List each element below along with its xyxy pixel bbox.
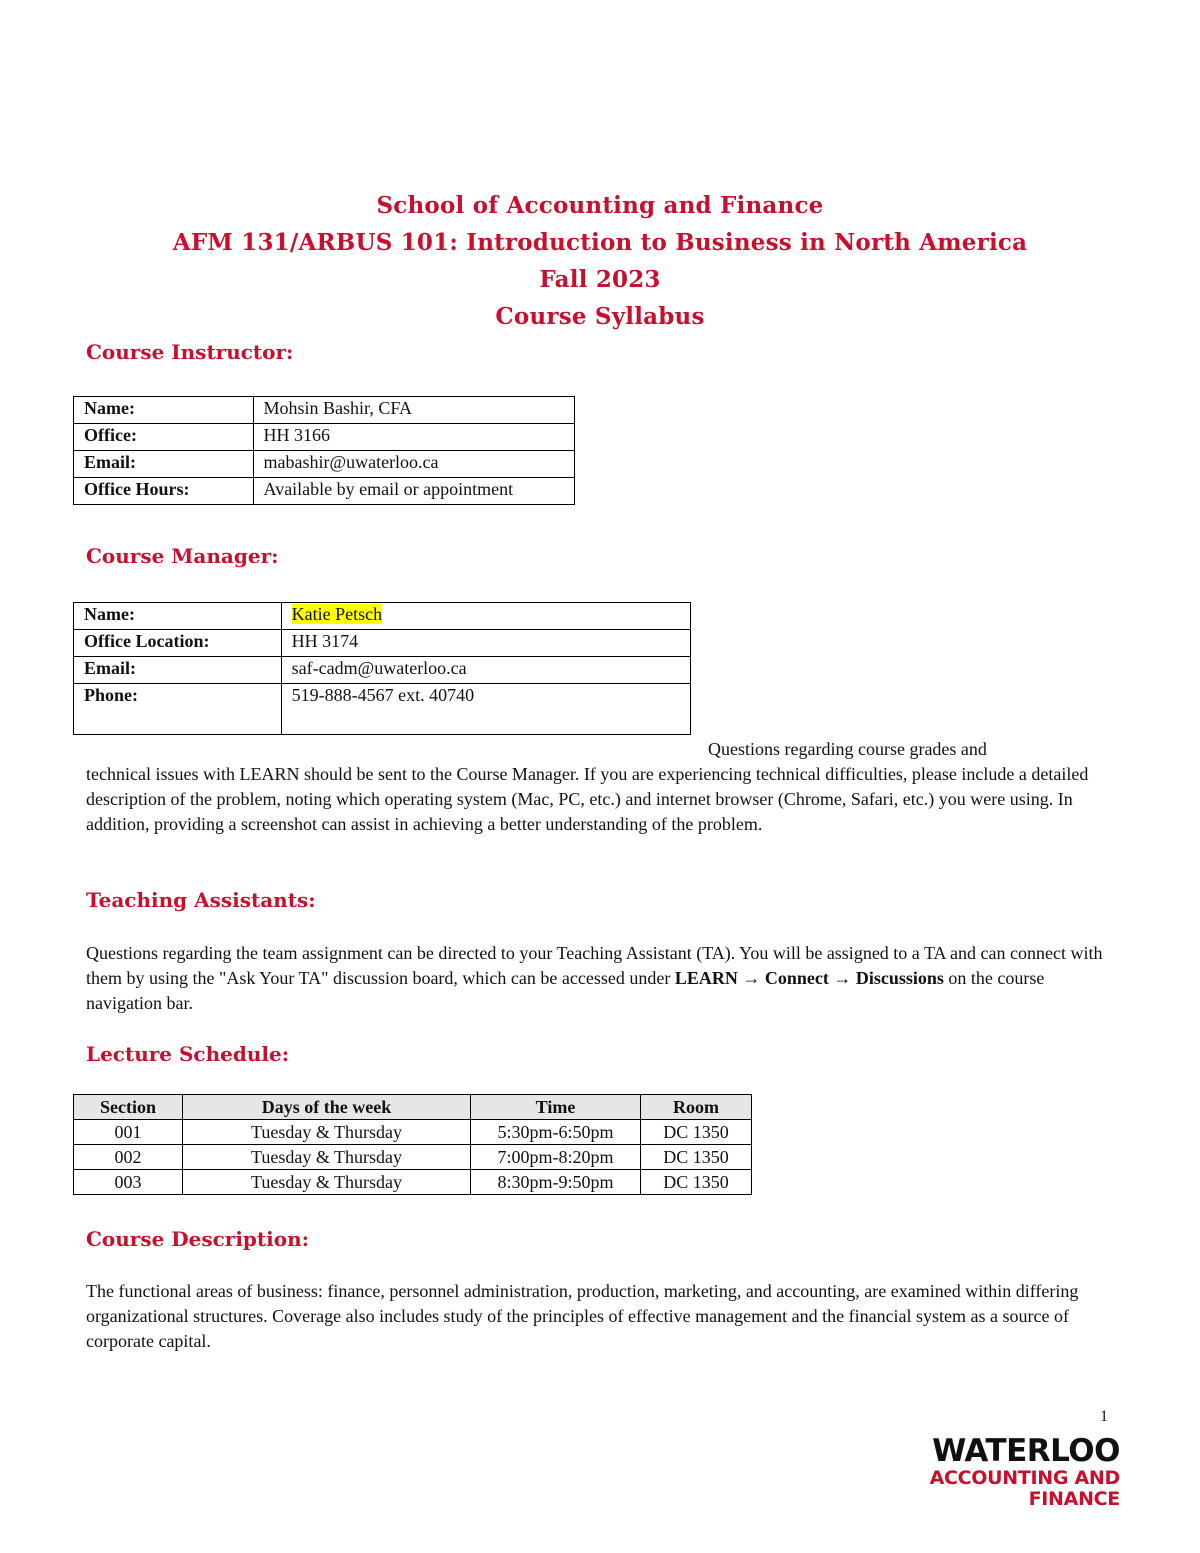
- ta-learn-label: LEARN: [674, 968, 738, 988]
- manager-table: [73, 602, 691, 735]
- manager-office-value: HH 3174: [281, 630, 690, 657]
- ta-text-before: Questions regarding the team assignment can be directed to your Teaching Assistant (TA). You will be assigned to a TA and can connect with them by using the "Ask Your TA" discussion board, which can be accessed under: [86, 943, 1103, 988]
- table-row: [74, 424, 575, 451]
- schedule-table: [73, 1094, 752, 1195]
- header-time: Time: [471, 1095, 641, 1120]
- table-row: [74, 1145, 752, 1170]
- manager-note-first-line: Questions regarding course grades and: [708, 739, 987, 759]
- table-row: [74, 657, 691, 684]
- cell-time: 8:30pm-9:50pm: [471, 1170, 641, 1195]
- ta-arrow-icon: →: [742, 968, 761, 988]
- cell-section: 001: [74, 1120, 183, 1145]
- cell-days: Tuesday & Thursday: [183, 1120, 471, 1145]
- instructor-name-value: Mohsin Bashir, CFA: [253, 397, 574, 424]
- ta-heading: Teaching Assistants:: [86, 888, 316, 912]
- table-row: [74, 684, 691, 735]
- instructor-hours-value: Available by email or appointment: [253, 478, 574, 505]
- table-row: [74, 1170, 752, 1195]
- instructor-email-value: mabashir@uwaterloo.ca: [253, 451, 574, 478]
- cell-room: DC 1350: [641, 1145, 752, 1170]
- term-title: Fall 2023: [539, 266, 661, 293]
- ta-arrow-icon-2: →: [833, 968, 852, 988]
- logo-line-3: FINANCE: [1028, 1488, 1120, 1510]
- table-row: [74, 603, 691, 630]
- manager-name-label: Name:: [74, 603, 282, 630]
- schedule-heading: Lecture Schedule:: [86, 1042, 290, 1066]
- document-title: Course Syllabus: [495, 303, 705, 330]
- instructor-name-label: Name:: [74, 397, 254, 424]
- cell-section: 003: [74, 1170, 183, 1195]
- ta-discussions-label: Discussions: [855, 968, 944, 988]
- header-days: Days of the week: [183, 1095, 471, 1120]
- ta-text-after: on the course navigation bar.: [86, 968, 1045, 1013]
- manager-name-cell: [281, 603, 690, 630]
- waterloo-logo: [929, 1433, 1120, 1510]
- description-text: The functional areas of business: finance, personnel administration, production, marketing, and accounting, are examined within differing organizational structures. Coverage also includes study of the principles of effective management and the financial system as a source of corporate capital.: [86, 1281, 1079, 1351]
- logo-line-1: WATERLOO: [932, 1433, 1120, 1469]
- instructor-table: [73, 396, 575, 505]
- cell-time: 5:30pm-6:50pm: [471, 1120, 641, 1145]
- instructor-heading: Course Instructor:: [86, 340, 294, 364]
- manager-email-label: Email:: [74, 657, 282, 684]
- manager-office-label: Office Location:: [74, 630, 282, 657]
- table-row: [74, 397, 575, 424]
- instructor-email-label: Email:: [74, 451, 254, 478]
- logo-line-2: ACCOUNTING AND: [929, 1467, 1120, 1489]
- cell-time: 7:00pm-8:20pm: [471, 1145, 641, 1170]
- manager-name-value: Katie Petsch: [291, 604, 383, 624]
- page-number: 1: [1100, 1408, 1108, 1425]
- cell-section: 002: [74, 1145, 183, 1170]
- manager-note-text: technical issues with LEARN should be sent to the Course Manager. If you are experiencing technical difficulties, please include a detailed description of the problem, noting which operating system (Mac, PC, etc.) and internet browser (Chrome, Safari, etc.) you were using. In addition, providing a screenshot can assist in achieving a better understanding of the problem.: [86, 764, 1089, 834]
- manager-email-value: saf-cadm@uwaterloo.ca: [281, 657, 690, 684]
- course-title: AFM 131/ARBUS 101: Introduction to Business in North America: [172, 229, 1028, 256]
- description-heading: Course Description:: [86, 1227, 310, 1251]
- header-room: Room: [641, 1095, 752, 1120]
- manager-phone-label: Phone:: [74, 684, 282, 735]
- table-row: [74, 630, 691, 657]
- ta-connect-label: Connect: [764, 968, 829, 988]
- ta-text: [86, 941, 1116, 1016]
- header-section: Section: [74, 1095, 183, 1120]
- cell-days: Tuesday & Thursday: [183, 1170, 471, 1195]
- cell-room: DC 1350: [641, 1170, 752, 1195]
- instructor-office-label: Office:: [74, 424, 254, 451]
- instructor-office-value: HH 3166: [253, 424, 574, 451]
- cell-room: DC 1350: [641, 1120, 752, 1145]
- cell-days: Tuesday & Thursday: [183, 1145, 471, 1170]
- school-title: School of Accounting and Finance: [376, 192, 824, 219]
- table-row: [74, 478, 575, 505]
- instructor-hours-label: Office Hours:: [74, 478, 254, 505]
- manager-phone-value: 519-888-4567 ext. 40740: [281, 684, 690, 735]
- table-row: [74, 1120, 752, 1145]
- manager-heading: Course Manager:: [86, 544, 279, 568]
- table-header-row: [74, 1095, 752, 1120]
- table-row: [74, 451, 575, 478]
